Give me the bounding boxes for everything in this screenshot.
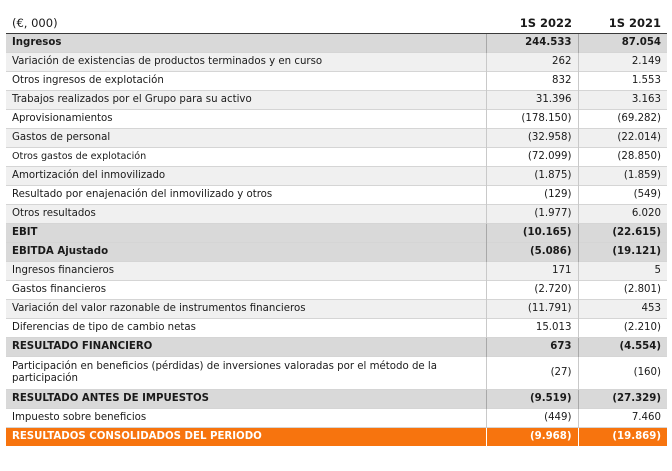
row-label: Otros gastos de explotación xyxy=(6,148,486,167)
row-label: Resultado por enajenación del inmovilizado y otros xyxy=(6,186,486,205)
value-1s-2021: (4.554) xyxy=(578,338,667,357)
row-label: RESULTADO FINANCIERO xyxy=(6,338,486,357)
table-row xyxy=(6,72,667,91)
table-row xyxy=(6,53,667,72)
table-row xyxy=(6,300,667,319)
value-1s-2021: (22.615) xyxy=(578,224,667,243)
row-label: EBIT xyxy=(6,224,486,243)
row-label: Variación del valor razonable de instrumentos financieros xyxy=(6,300,486,319)
income-statement-table xyxy=(6,12,667,446)
row-label: Participación en beneficios (pérdidas) de inversiones valoradas por el método de la participación xyxy=(6,357,486,390)
column-header-1s-2021: 1S 2021 xyxy=(578,12,667,34)
table-row xyxy=(6,167,667,186)
value-1s-2022: 15.013 xyxy=(486,319,578,338)
row-label: Gastos de personal xyxy=(6,129,486,148)
value-1s-2022: 244.533 xyxy=(486,34,578,53)
row-label: Aprovisionamientos xyxy=(6,110,486,129)
value-1s-2021: (2.801) xyxy=(578,281,667,300)
row-label: Gastos financieros xyxy=(6,281,486,300)
value-1s-2021: (1.859) xyxy=(578,167,667,186)
value-1s-2021: (2.210) xyxy=(578,319,667,338)
row-label: Amortización del inmovilizado xyxy=(6,167,486,186)
value-1s-2021: (19.121) xyxy=(578,243,667,262)
table-row xyxy=(6,262,667,281)
table-row xyxy=(6,390,667,409)
row-label: Ingresos financieros xyxy=(6,262,486,281)
value-1s-2021: 6.020 xyxy=(578,205,667,224)
table-row xyxy=(6,281,667,300)
value-1s-2021: (69.282) xyxy=(578,110,667,129)
table-row xyxy=(6,34,667,53)
value-1s-2022: 832 xyxy=(486,72,578,91)
row-label: Variación de existencias de productos terminados y en curso xyxy=(6,53,486,72)
value-1s-2022: 673 xyxy=(486,338,578,357)
value-1s-2022: (449) xyxy=(486,409,578,428)
row-label: EBITDA Ajustado xyxy=(6,243,486,262)
table-body xyxy=(6,34,667,447)
value-1s-2022: 171 xyxy=(486,262,578,281)
table-row xyxy=(6,224,667,243)
value-1s-2021: 87.054 xyxy=(578,34,667,53)
value-1s-2022: 262 xyxy=(486,53,578,72)
value-1s-2022: (1.875) xyxy=(486,167,578,186)
value-1s-2022: (178.150) xyxy=(486,110,578,129)
table-row xyxy=(6,205,667,224)
row-label: Ingresos xyxy=(6,34,486,53)
value-1s-2022: (27) xyxy=(486,357,578,390)
table-row xyxy=(6,357,667,390)
table-row xyxy=(6,243,667,262)
unit-label: (€, 000) xyxy=(6,12,486,34)
value-1s-2021: 2.149 xyxy=(578,53,667,72)
value-1s-2022: (11.791) xyxy=(486,300,578,319)
table-row xyxy=(6,409,667,428)
value-1s-2021: (22.014) xyxy=(578,129,667,148)
value-1s-2021: 1.553 xyxy=(578,72,667,91)
table-row xyxy=(6,110,667,129)
value-1s-2021: (160) xyxy=(578,357,667,390)
table-row xyxy=(6,428,667,447)
value-1s-2022: (10.165) xyxy=(486,224,578,243)
row-label: Trabajos realizados por el Grupo para su activo xyxy=(6,91,486,110)
value-1s-2022: (5.086) xyxy=(486,243,578,262)
value-1s-2022: (9.968) xyxy=(486,428,578,447)
value-1s-2022: (72.099) xyxy=(486,148,578,167)
table-row xyxy=(6,319,667,338)
value-1s-2021: 7.460 xyxy=(578,409,667,428)
table-row xyxy=(6,129,667,148)
row-label: RESULTADOS CONSOLIDADOS DEL PERIODO xyxy=(6,428,486,447)
value-1s-2022: 31.396 xyxy=(486,91,578,110)
row-label: Otros resultados xyxy=(6,205,486,224)
row-label: Otros ingresos de explotación xyxy=(6,72,486,91)
column-header-1s-2022: 1S 2022 xyxy=(486,12,578,34)
value-1s-2021: (549) xyxy=(578,186,667,205)
row-label: RESULTADO ANTES DE IMPUESTOS xyxy=(6,390,486,409)
value-1s-2022: (129) xyxy=(486,186,578,205)
value-1s-2021: 5 xyxy=(578,262,667,281)
value-1s-2021: (19.869) xyxy=(578,428,667,447)
row-label: Diferencias de tipo de cambio netas xyxy=(6,319,486,338)
value-1s-2021: (28.850) xyxy=(578,148,667,167)
value-1s-2021: 453 xyxy=(578,300,667,319)
value-1s-2022: (32.958) xyxy=(486,129,578,148)
value-1s-2022: (2.720) xyxy=(486,281,578,300)
table-row xyxy=(6,148,667,167)
value-1s-2022: (1.977) xyxy=(486,205,578,224)
row-label: Impuesto sobre beneficios xyxy=(6,409,486,428)
table-row xyxy=(6,91,667,110)
value-1s-2022: (9.519) xyxy=(486,390,578,409)
value-1s-2021: (27.329) xyxy=(578,390,667,409)
table-row xyxy=(6,338,667,357)
header-row xyxy=(6,12,667,34)
table-row xyxy=(6,186,667,205)
value-1s-2021: 3.163 xyxy=(578,91,667,110)
